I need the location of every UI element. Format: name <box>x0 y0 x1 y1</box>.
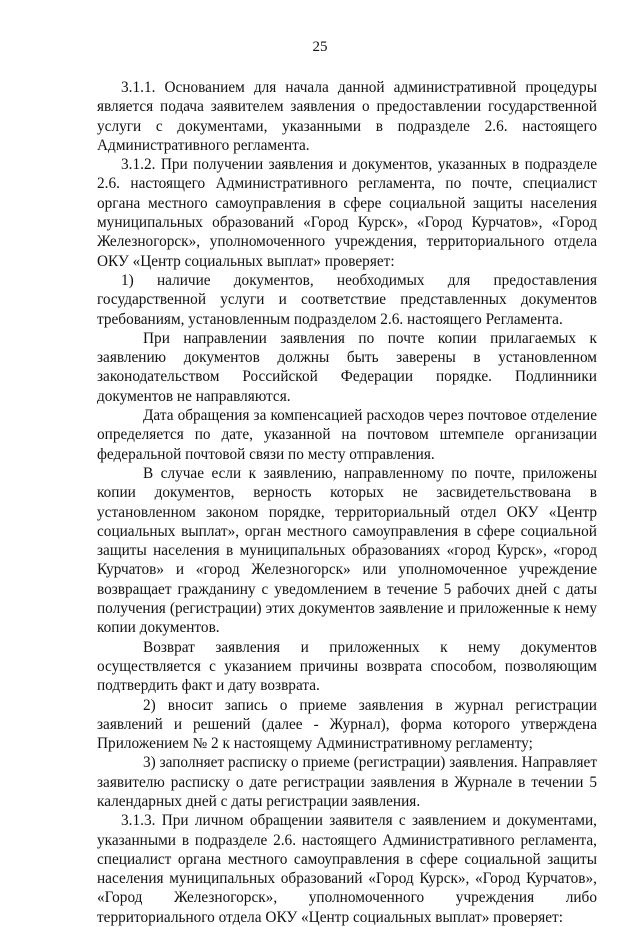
paragraph-item-1: 1) наличие документов, необходимых для предоставления государственной услуги и соответствие представленных документов требованиям, установленным подразделом 2.6. настоящего Регламента. <box>97 271 597 328</box>
paragraph-return-case: В случае если к заявлению, направленному по почте, приложены копии документов, верность которых не засвидетельствована в установленном законом порядке, территориальный отдел ОКУ «Центр социальных выплат», орган местного самоуправления в сфере социальной защиты населения в муниципальных образованиях «город Курск», «город Курчатов» и «город Железногорск» или уполномоченное учреждение возвращает гражданину с уведомлением в течение 5 рабочих дней с даты получения (регистрации) этих документов заявление и приложенные к нему копии документов. <box>97 464 597 637</box>
page-number: 25 <box>312 39 328 55</box>
paragraph-mail-copies: При направлении заявления по почте копии прилагаемых к заявлению документов должны быть заверены в установленном законодательством Российской Федерации порядке. Подлинники документов не направляются. <box>97 329 597 405</box>
paragraph-3-1-1: 3.1.1. Основанием для начала данной административной процедуры является подача заявителем заявления о предоставлении государственной услуги с документами, указанными в подразделе 2.6. настоящего Административного регламента. <box>97 79 597 154</box>
paragraph-item-3: 3) заполняет расписку о приеме (регистрации) заявления. Направляет заявителю расписку о дате регистрации заявления в Журнале в течении 5 календарных дней с даты регистрации заявления. <box>97 754 597 810</box>
document-body <box>97 78 597 927</box>
paragraph-3-1-3: 3.1.3. При личном обращении заявителя с заявлением и документами, указанными в подразделе 2.6. настоящего Административного регламента, специалист органа местного самоуправления в сфере социальной защиты населения муниципальных образований «Город Курск», «Город Курчатов», «Город Железногорск», уполномоченного учреждения либо территориального отдела ОКУ «Центр социальных выплат» проверяет: <box>97 812 597 926</box>
paragraph-3-1-2: 3.1.2. При получении заявления и документов, указанных в подразделе 2.6. настоящего Административного регламента, по почте, специалист органа местного самоуправления в сфере социальной защиты населения муниципальных образований «Город Курск», «Город Курчатов», «Город Железногорск», уполномоченного учреждения, территориального отдела ОКУ «Центр социальных выплат» проверяет: <box>97 156 597 270</box>
paragraph-return-notice: Возврат заявления и приложенных к нему документов осуществляется с указанием причины возврата способом, позволяющим подтвердить факт и дату возврата. <box>97 638 597 695</box>
paragraph-application-date: Дата обращения за компенсацией расходов через почтовое отделение определяется по дате, указанной на почтовом штемпеле организации федеральной почтовой связи по месту отправления. <box>97 407 597 463</box>
paragraph-item-2: 2) вносит запись о приеме заявления в журнал регистрации заявлений и решений (далее - Журнал), форма которого утверждена Приложением № 2 к настоящему Административному регламенту; <box>97 696 597 753</box>
